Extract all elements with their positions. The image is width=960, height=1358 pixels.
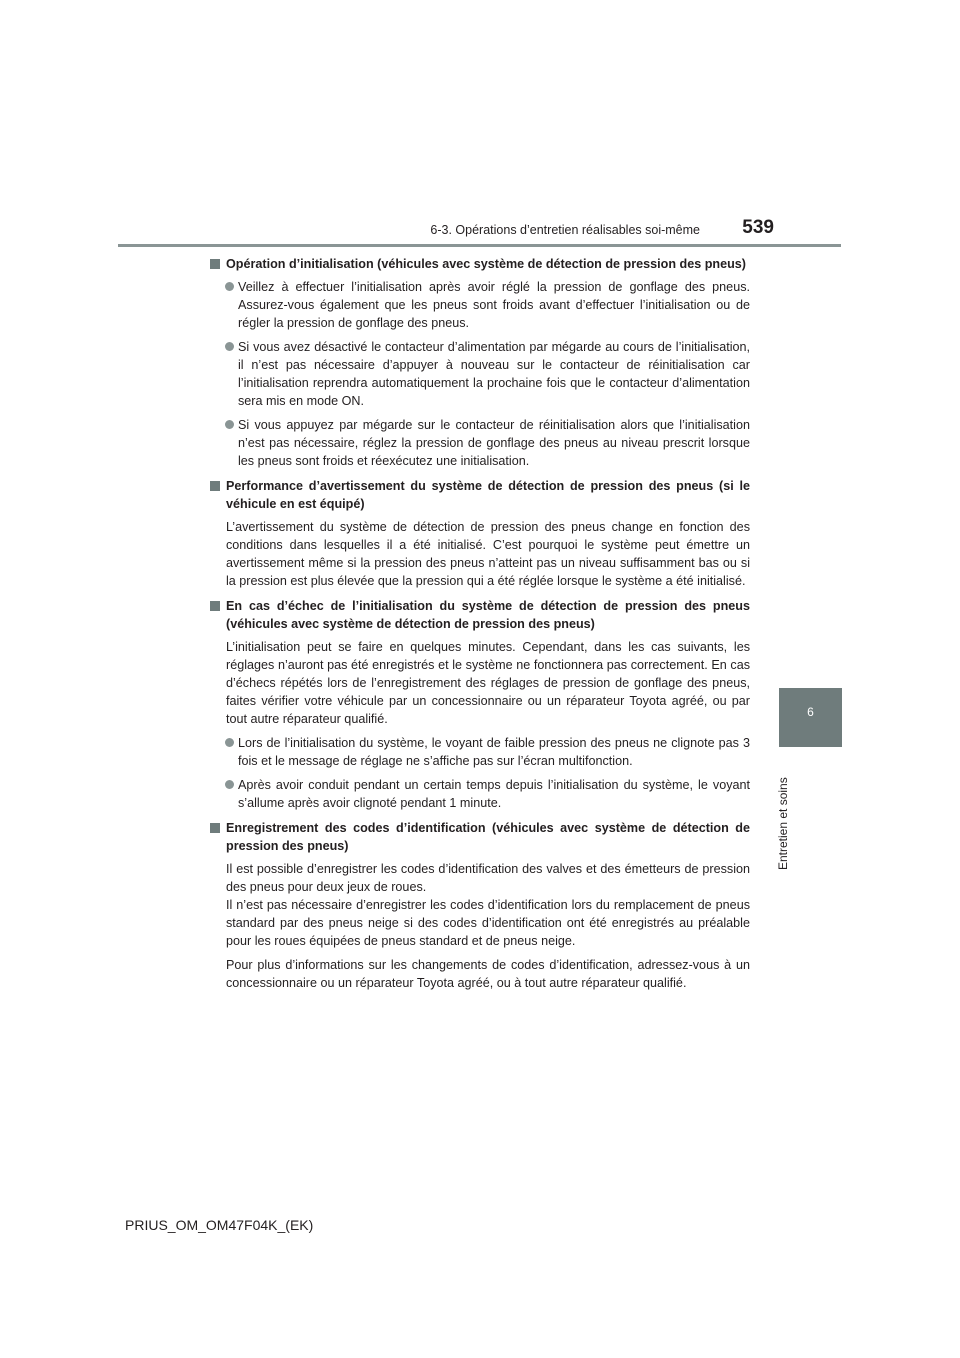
header-divider — [118, 244, 841, 247]
section-heading: Performance d’avertissement du système de détection de pression des pneus (si le véhicule en est équipé) — [210, 477, 750, 513]
chapter-tab-title: Entretien et soins — [776, 777, 790, 870]
square-bullet-icon — [210, 601, 220, 611]
list-item: Après avoir conduit pendant un certain temps depuis l’initialisation du système, le voyant s’allume après avoir clignoté pendant 1 minute. — [210, 776, 750, 812]
round-bullet-icon — [225, 780, 234, 789]
section-id-codes — [210, 819, 750, 992]
square-bullet-icon — [210, 481, 220, 491]
round-bullet-icon — [225, 738, 234, 747]
section-heading: Opération d’initialisation (véhicules avec système de détection de pression des pneus) — [210, 255, 750, 273]
round-bullet-icon — [225, 282, 234, 291]
round-bullet-icon — [225, 342, 234, 351]
section-heading: Enregistrement des codes d’identification (véhicules avec système de détection de pression des pneus) — [210, 819, 750, 855]
square-bullet-icon — [210, 259, 220, 269]
document-code: PRIUS_OM_OM47F04K_(EK) — [125, 1217, 314, 1233]
list-item: Lors de l’initialisation du système, le voyant de faible pression des pneus ne clignote pas 3 fois et le message de réglage ne s’affiche pas sur l’écran multifonction. — [210, 734, 750, 770]
section-initialisation-failure — [210, 597, 750, 812]
running-header-section: 6-3. Opérations d’entretien réalisables soi-même — [430, 223, 700, 237]
paragraph: Il n’est pas nécessaire d’enregistrer les codes d’identification lors du remplacement de pneus standard par des pneus neige si des codes d’identification ont été enregistrés au préalable pour les roues équipées de pneus standard et de pneus neige. — [226, 898, 750, 948]
page-content — [210, 255, 750, 999]
square-bullet-icon — [210, 823, 220, 833]
paragraph: L’initialisation peut se faire en quelques minutes. Cependant, dans les cas suivants, les réglages n’auront pas été enregistrés et le système ne fonctionnera pas correctement. En cas d’échecs répétés lors de l’enregistrement des réglages de pression de gonflage des pneus, faites vérifier votre véhicule par un concessionnaire ou un réparateur Toyota agréé, ou par tout autre réparateur qualifié. — [226, 640, 750, 726]
list-item: Veillez à effectuer l’initialisation après avoir réglé la pression de gonflage des pneus. Assurez-vous également que les pneus sont froids avant d’effectuer l’initialisation ou de régler la pression de gonflage des pneus. — [210, 278, 750, 332]
paragraph: Il est possible d’enregistrer les codes d’identification des valves et des émetteurs de pression des pneus pour deux jeux de roues. — [226, 862, 750, 894]
paragraph: Pour plus d’informations sur les changements de codes d’identification, adressez-vous à un concessionnaire ou un réparateur Toyota agréé, ou à tout autre réparateur qualifié. — [226, 958, 750, 990]
list-item: Si vous avez désactivé le contacteur d’alimentation par mégarde au cours de l’initialisation, il n’est pas nécessaire d’appuyer à nouveau sur le contacteur de réinitialisation car l’initialisation reprendra automatiquement la prochaine fois que le contacteur d’alimentation sera mis en mode ON. — [210, 338, 750, 410]
page-number: 539 — [742, 217, 774, 238]
section-heading: En cas d’échec de l’initialisation du système de détection de pression des pneus (véhicules avec système de détection de pression des pneus) — [210, 597, 750, 633]
list-item: Si vous appuyez par mégarde sur le contacteur de réinitialisation alors que l’initialisation n’est pas nécessaire, réglez la pression de gonflage des pneus au niveau prescrit lorsque les pneus sont froids et réexécutez une initialisation. — [210, 416, 750, 470]
paragraph: L’avertissement du système de détection de pression des pneus change en fonction des conditions dans lesquelles il a été initialisé. C’est pourquoi le système peut émettre un avertissement même si la pression des pneus n’atteint pas un niveau suffisamment bas ou si la pression est plus élevée que la pression qui a été réglée lorsque le système a été initialisé. — [226, 520, 750, 588]
chapter-tab-number: 6 — [807, 705, 814, 719]
section-warning-performance — [210, 477, 750, 590]
round-bullet-icon — [225, 420, 234, 429]
section-initialisation — [210, 255, 750, 470]
